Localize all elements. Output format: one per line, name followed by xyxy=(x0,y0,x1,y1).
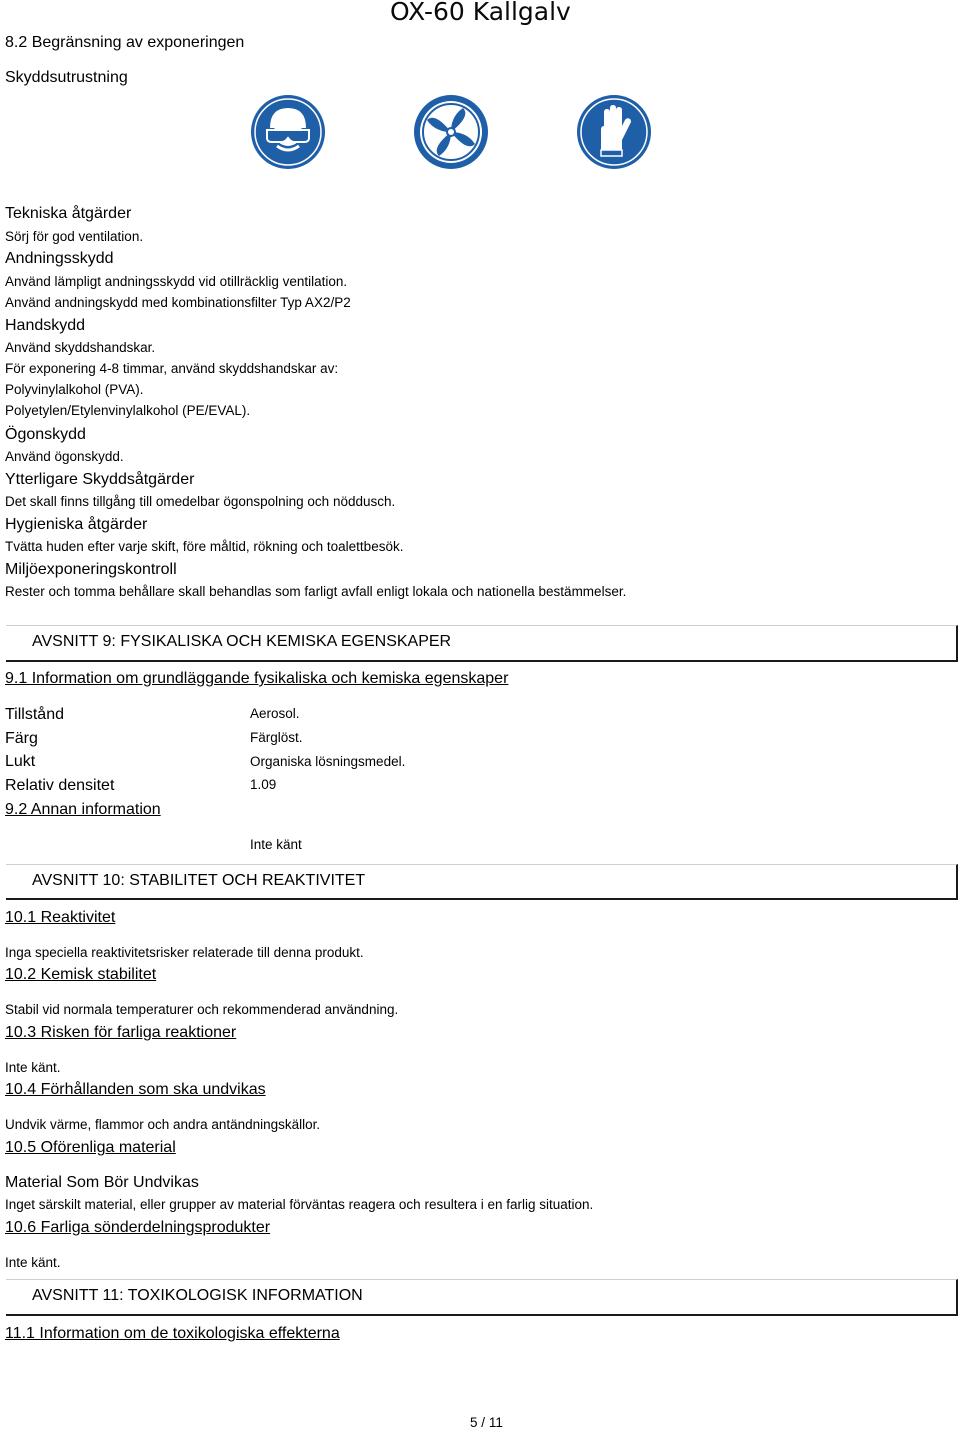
section-11-band xyxy=(6,1279,958,1316)
prop-value-odor: Organiska lösningsmedel. xyxy=(250,754,406,769)
prop-label-density: Relativ densitet xyxy=(5,777,115,794)
page-total: 11 xyxy=(488,1415,503,1430)
eye-protection-heading: Ögonskydd xyxy=(5,426,86,443)
section-9-title: AVSNITT 9: FYSIKALISKA OCH KEMISKA EGENSKAPER xyxy=(32,633,452,650)
materials-to-avoid-heading: Material Som Bör Undvikas xyxy=(5,1174,199,1191)
hygiene-text: Tvätta huden efter varje skift, före måltid, rökning och toalettbesök. xyxy=(5,539,404,554)
hand-protection-text-3: Polyvinylalkohol (PVA). xyxy=(5,382,144,397)
section-10-3-heading: 10.3 Risken för farliga reaktioner xyxy=(5,1024,237,1041)
respiratory-text-1: Använd lämpligt andningsskydd vid otillräcklig ventilation. xyxy=(5,274,348,289)
section-10-5-heading: 10.5 Oförenliga material xyxy=(5,1139,176,1156)
section-9-1-heading: 9.1 Information om grundläggande fysikaliska och kemiska egenskaper xyxy=(5,670,509,687)
section-10-band xyxy=(6,864,958,900)
prop-label-state: Tillstånd xyxy=(5,706,64,723)
prop-value-density: 1.09 xyxy=(250,777,277,792)
prop-value-color: Färglöst. xyxy=(250,730,303,745)
prop-label-color: Färg xyxy=(5,730,38,747)
respiratory-heading: Andningsskydd xyxy=(5,250,114,267)
prop-value-state: Aerosol. xyxy=(250,706,300,721)
hand-protection-heading: Handskydd xyxy=(5,317,86,334)
page-current: 5 xyxy=(470,1415,478,1430)
technical-measures-heading: Tekniska åtgärder xyxy=(5,205,132,222)
eye-protection-text: Använd ögonskydd. xyxy=(5,449,124,464)
section-10-4-text: Undvik värme, flammor och andra antändningskällor. xyxy=(5,1117,321,1132)
materials-to-avoid-text: Inget särskilt material, eller grupper av material förväntas reagera och resultera i en farlig situation. xyxy=(5,1197,594,1212)
protective-gloves-icon xyxy=(576,94,652,170)
section-10-6-heading: 10.6 Farliga sönderdelningsprodukter xyxy=(5,1219,271,1236)
section-10-3-text: Inte känt. xyxy=(5,1060,61,1075)
prop-label-odor: Lukt xyxy=(5,753,36,770)
hand-protection-text-1: Använd skyddshandskar. xyxy=(5,340,156,355)
page-number xyxy=(470,1415,503,1430)
page-separator: / xyxy=(481,1415,486,1430)
section-11-title: AVSNITT 11: TOXIKOLOGISK INFORMATION xyxy=(32,1287,363,1304)
environment-heading: Miljöexponeringskontroll xyxy=(5,561,177,578)
section-11-1-heading: 11.1 Information om de toxikologiska effekterna xyxy=(5,1325,340,1342)
section-10-6-text: Inte känt. xyxy=(5,1255,61,1270)
hand-protection-text-4: Polyetylen/Etylenvinylalkohol (PE/EVAL). xyxy=(5,403,251,418)
section-heading-8-2: 8.2 Begränsning av exponeringen xyxy=(5,34,245,51)
respiratory-text-2: Använd andningskydd med kombinationsfilter Typ AX2/P2 xyxy=(5,295,351,310)
protective-equipment-label: Skyddsutrustning xyxy=(5,69,128,86)
environment-text: Rester och tomma behållare skall behandlas som farligt avfall enligt lokala och nationella bestämmelser. xyxy=(5,584,627,599)
section-10-2-text: Stabil vid normala temperaturer och rekommenderad användning. xyxy=(5,1002,399,1017)
goggles-icon xyxy=(250,94,326,170)
technical-measures-text: Sörj för god ventilation. xyxy=(5,229,144,244)
section-10-title: AVSNITT 10: STABILITET OCH REAKTIVITET xyxy=(32,872,366,889)
section-10-2-heading: 10.2 Kemisk stabilitet xyxy=(5,966,157,983)
section-9-2-heading: 9.2 Annan information xyxy=(5,801,161,818)
hygiene-heading: Hygieniska åtgärder xyxy=(5,516,148,533)
section-10-1-text: Inga speciella reaktivitetsrisker relaterade till denna produkt. xyxy=(5,945,364,960)
other-information-value: Inte känt xyxy=(250,837,302,852)
ventilation-fan-icon xyxy=(413,94,489,170)
document-title: OX-60 Kallgalv xyxy=(390,0,571,26)
section-9-band xyxy=(6,625,958,662)
section-10-1-heading: 10.1 Reaktivitet xyxy=(5,909,116,926)
additional-measures-text: Det skall finns tillgång till omedelbar ögonspolning och nöddusch. xyxy=(5,494,396,509)
section-10-4-heading: 10.4 Förhållanden som ska undvikas xyxy=(5,1081,266,1098)
additional-measures-heading: Ytterligare Skyddsåtgärder xyxy=(5,471,195,488)
hand-protection-text-2: För exponering 4-8 timmar, använd skyddshandskar av: xyxy=(5,361,339,376)
